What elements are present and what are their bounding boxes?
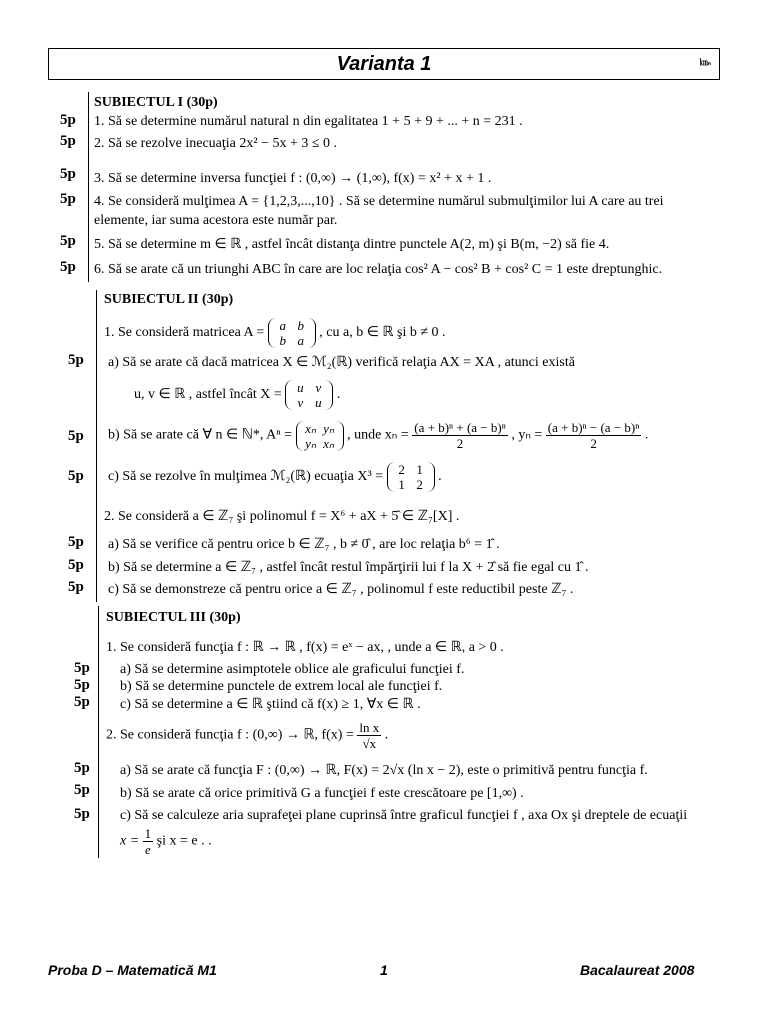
s1-item-3: 3. Să se determine inversa funcţiei f : (0,∞) → (1,∞), f(x) = x² + x + 1 . (94, 171, 492, 186)
points-label: 5p (60, 233, 76, 249)
s3-p2-intro: 2. Se consideră funcţia f : (0,∞) → ℝ, f(x) = $\frac{\text{ln x}}{√x}$ . (106, 720, 389, 751)
subiectul-3-title: SUBIECTUL III (30p) (106, 610, 241, 625)
points-label: 5p (74, 677, 90, 693)
subiectul-1-bar (88, 92, 89, 282)
fraction-1-over-e: $\frac{1}{e}$ (144, 826, 152, 857)
title-box (48, 48, 720, 80)
fraction-xn: $\frac{\text{(a + b)ⁿ + (a − b)ⁿ}}{2}$ (414, 420, 506, 451)
s3-p2-c: c) Să se calculeze aria suprafeţei plane cuprinsă între graficul funcţiei f , axa Ox şi dreptele de ecuaţii (120, 808, 688, 823)
s2-p2-intro: 2. Se consideră a ∈ ℤ₇ şi polinomul f = X⁶ + aX + 5̂ ∈ ℤ₇[X] . (104, 509, 460, 524)
subiectul-3-bar (98, 606, 99, 858)
points-label: 5p (74, 782, 90, 798)
fraction-yn: $\frac{\text{(a + b)ⁿ − (a − b)ⁿ}}{2}$ (547, 420, 640, 451)
footer-left: Proba D – Matematică M1 (48, 962, 217, 978)
s3-p2-c-cont: x = $\frac{1}{e}$ şi x = e . . (120, 826, 212, 857)
points-label: 5p (74, 760, 90, 776)
matrix-x: u v v u (285, 380, 333, 410)
s3-p2-a: a) Să se arate că funcţia F : (0,∞) → ℝ, F(x) = 2√x (ln x − 2), este o primitivă pentru funcţia f. (120, 763, 648, 778)
points-label: 5p (68, 468, 84, 484)
footer-right: Bacalaureat 2008 (580, 962, 695, 978)
points-label: 5p (60, 191, 76, 207)
points-label: 5p (60, 112, 76, 128)
s1-item-5: 5. Să se determine m ∈ ℝ , astfel încât distanţa dintre punctele A(2, m) şi B(m, −2) să fie 4. (94, 237, 610, 252)
s2-p2-c: c) Să se demonstreze că pentru orice a ∈ ℤ₇ , polinomul f este reductibil peste ℤ₇ . (108, 582, 574, 597)
points-label: 5p (60, 166, 76, 182)
subiectul-2-title: SUBIECTUL II (30p) (104, 292, 234, 307)
matrix-a: a b b a (268, 318, 316, 348)
s2-p1-b: b) Să se arate că ∀ n ∈ ℕ*, Aⁿ = xₙ yₙ yₙ xₙ , unde xₙ = $\frac{\text{(a + b)ⁿ + (a − b)ⁿ}}{2}$ , yₙ = $\frac{\text{(a + b)ⁿ − (a − b)ⁿ}}{2}$ . (108, 420, 649, 451)
corner-mark: ㎞ₙ (699, 58, 711, 67)
points-label: 5p (68, 579, 84, 595)
points-label: 5p (60, 133, 76, 149)
s3-p2-b: b) Să se arate că orice primitivă G a funcţiei f este crescătoare pe [1,∞) . (120, 786, 524, 801)
subiectul-2-bar (96, 290, 97, 602)
s2-p2-b: b) Să se determine a ∈ ℤ₇ , astfel încât restul împărţirii lui f la X + 2̂ să fie egal cu 1̂ . (108, 560, 589, 575)
s1-item-6: 6. Să se arate că un triunghi ABC în care are loc relaţia cos² A − cos² B + cos² C = 1 este dreptunghic. (94, 262, 663, 277)
points-label: 5p (74, 694, 90, 710)
s2-p2-a: a) Să se verifice că pentru orice b ∈ ℤ₇ , b ≠ 0̂ , are loc relaţia b⁶ = 1̂ . (108, 537, 500, 552)
s2-p1-a-cont: u, v ∈ ℝ , astfel încât X = u v v u . (134, 380, 341, 410)
s3-p1-intro: 1. Se consideră funcţia f : ℝ → ℝ , f(x) = eˣ − ax, , unde a ∈ ℝ, a > 0 . (106, 640, 504, 655)
s3-p1-a: a) Să se determine asimptotele oblice ale graficului funcţiei f. (120, 662, 465, 677)
s1-item-2: 2. Să se rezolve inecuaţia 2x² − 5x + 3 ≤ 0 . (94, 136, 338, 151)
s1-item-1: 1. Să se determine numărul natural n din egalitatea 1 + 5 + 9 + ... + n = 231 . (94, 114, 523, 129)
s2-p1-a: a) Să se arate că dacă matricea X ∈ ℳ₂(ℝ) verifică relaţia AX = XA , atunci există (108, 355, 575, 370)
s1-item-4-cont: elemente, iar suma acestora este număr par. (94, 213, 338, 228)
s2-p1-intro: 1. Se consideră matricea A = a b b a , cu a, b ∈ ℝ şi b ≠ 0 . (104, 318, 446, 348)
points-label: 5p (68, 428, 84, 444)
points-label: 5p (68, 352, 84, 368)
subiectul-1-title: SUBIECTUL I (30p) (94, 95, 218, 110)
page-title: Varianta 1 (336, 53, 432, 75)
s3-p1-b: b) Să se determine punctele de extrem local ale funcţiei f. (120, 679, 443, 694)
s1-item-4: 4. Se consideră mulţimea A = {1,2,3,...,10} . Să se determine numărul submulţimilor lui A care au trei (94, 194, 664, 209)
matrix-an: xₙ yₙ yₙ xₙ (296, 421, 344, 451)
points-label: 5p (68, 557, 84, 573)
s3-p1-c: c) Să se determine a ∈ ℝ ştiind că f(x) ≥ 1, ∀x ∈ ℝ . (120, 697, 421, 712)
fraction-lnx-sqrtx: $\frac{\text{ln x}}{√x}$ (359, 720, 380, 751)
footer-page-number: 1 (380, 962, 388, 978)
points-label: 5p (68, 534, 84, 550)
points-label: 5p (60, 259, 76, 275)
s2-p1-c: c) Să se rezolve în mulţimea ℳ₂(ℝ) ecuaţia X³ = 2 1 1 2 . (108, 462, 442, 492)
points-label: 5p (74, 660, 90, 676)
matrix-c: 2 1 1 2 (387, 462, 435, 492)
points-label: 5p (74, 806, 90, 822)
